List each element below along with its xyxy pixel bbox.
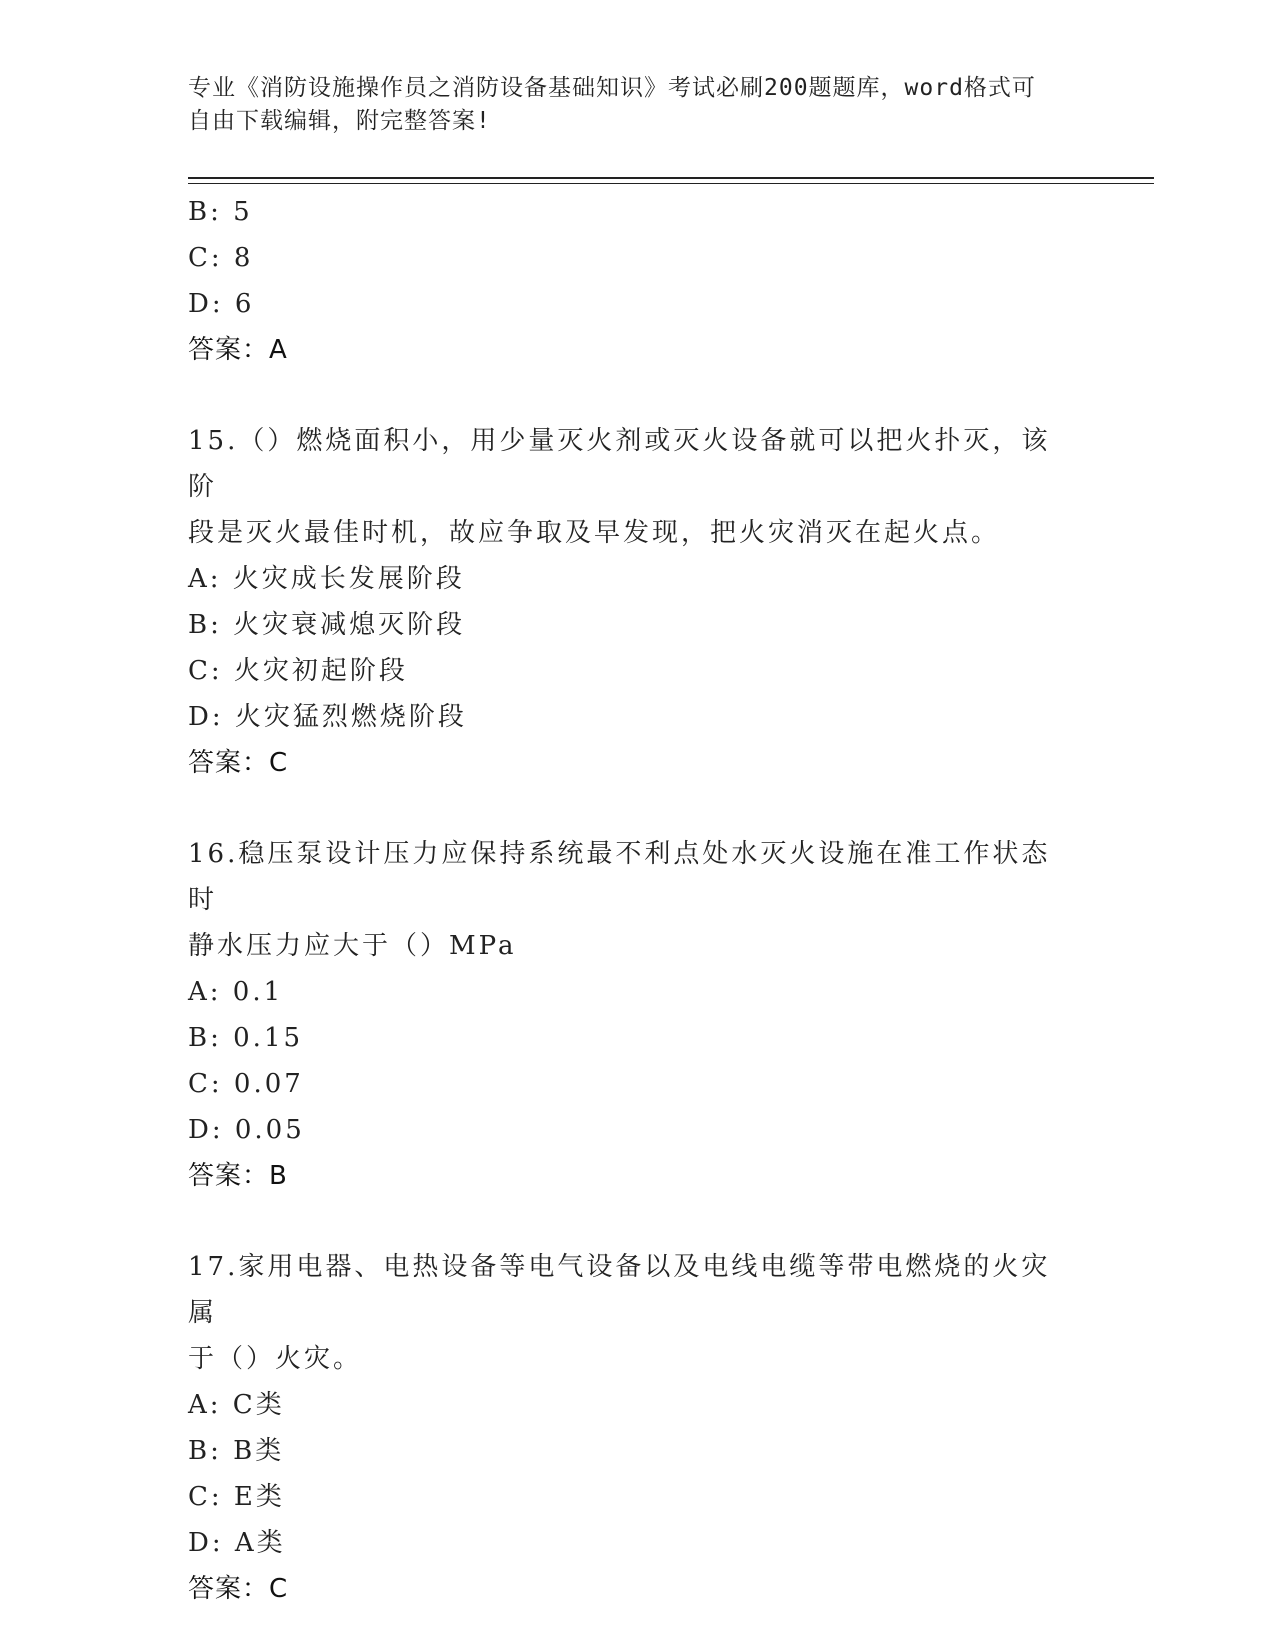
- question-text-line-1: 15.（）燃烧面积小，用少量灭火剂或灭火设备就可以把火扑灭，该阶: [188, 426, 1051, 502]
- spacer: [188, 1199, 1088, 1244]
- option-b: B: 5: [188, 197, 253, 227]
- option-a: A: C类: [188, 1390, 285, 1420]
- answer-line: 答案：C: [188, 1574, 289, 1604]
- option-c: C: 火灾初起阶段: [188, 656, 408, 686]
- document-page: [188, 0, 1148, 1650]
- option-d: D: 6: [188, 289, 255, 319]
- header-title-line-1: 专业《消防设施操作员之消防设备基础知识》考试必刷200题题库，word格式可: [188, 75, 1036, 101]
- answer-line: 答案：B: [188, 1161, 288, 1191]
- question-text-line-2: 于（）火灾。: [188, 1344, 363, 1374]
- document-header: [188, 72, 1068, 138]
- option-b: B: B类: [188, 1436, 285, 1466]
- header-divider-thin: [188, 183, 1154, 184]
- spacer: [188, 786, 1088, 831]
- option-b: B: 火灾衰减熄灭阶段: [188, 610, 466, 640]
- answer-line: 答案：A: [188, 335, 288, 365]
- option-c: C: 8: [188, 243, 254, 273]
- question-text-line-1: 17.家用电器、电热设备等电气设备以及电线电缆等带电燃烧的火灾属: [188, 1252, 1051, 1328]
- question-block-17: [188, 1244, 1088, 1612]
- option-d: D: 火灾猛烈燃烧阶段: [188, 702, 467, 732]
- question-text-line-2: 段是灭火最佳时机，故应争取及早发现，把火灾消灭在起火点。: [188, 518, 1001, 548]
- question-list: [188, 189, 1088, 1612]
- option-c: C: 0.07: [188, 1069, 304, 1099]
- question-text-line-2: 静水压力应大于（）MPa: [188, 931, 517, 961]
- header-title-line-2: 自由下载编辑，附完整答案!: [188, 108, 491, 134]
- option-c: C: E类: [188, 1482, 285, 1512]
- option-d: D: 0.05: [188, 1115, 305, 1145]
- option-b: B: 0.15: [188, 1023, 304, 1053]
- option-a: A: 火灾成长发展阶段: [188, 564, 465, 594]
- answer-line: 答案：C: [188, 748, 289, 778]
- header-divider-thick: [188, 177, 1154, 179]
- option-a: A: 0.1: [188, 977, 284, 1007]
- question-text-line-1: 16.稳压泵设计压力应保持系统最不利点处水灭火设施在准工作状态时: [188, 839, 1051, 915]
- option-d: D: A类: [188, 1528, 286, 1558]
- question-block-14: [188, 189, 1088, 373]
- question-block-16: [188, 831, 1088, 1199]
- question-block-15: [188, 418, 1088, 786]
- spacer: [188, 373, 1088, 418]
